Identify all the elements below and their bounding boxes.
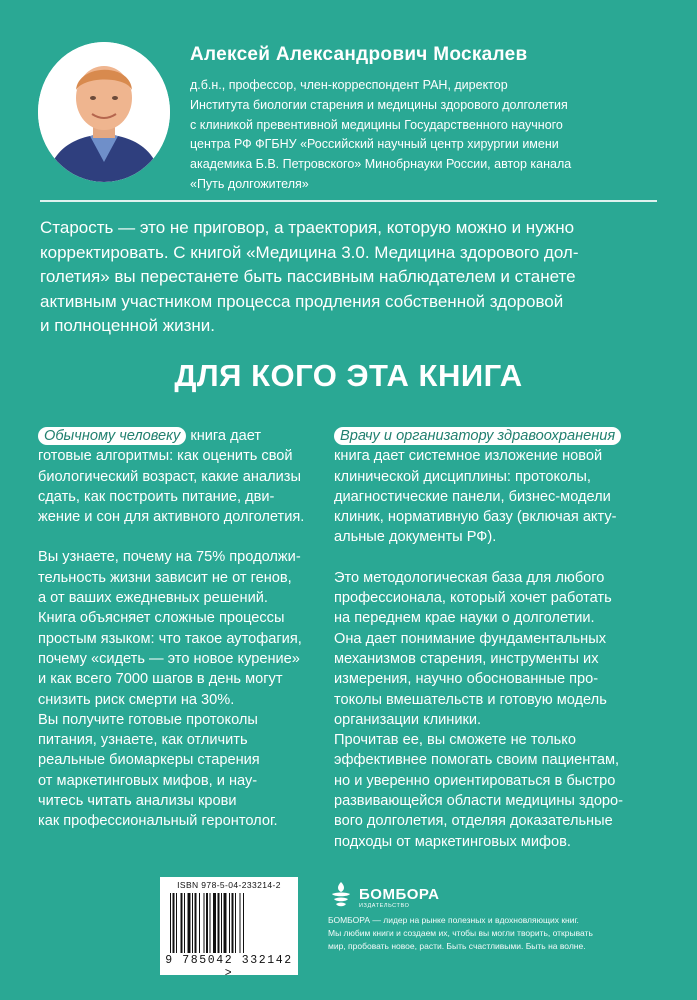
author-bio-line: академика Б.В. Петровского» Минобрнауки России, автор канала xyxy=(190,157,572,172)
author-photo xyxy=(38,42,170,182)
left-para2-line: реальные биомаркеры старения xyxy=(38,752,260,769)
left-para1-line: жение и сон для активного долголетия. xyxy=(38,509,305,526)
intro-text xyxy=(40,216,650,339)
left-para2-line: снизить риск смерти на 30%. xyxy=(38,691,235,708)
publisher-desc-line: мир, пробовать новое, расти. Быть счастливыми. Быть на волне. xyxy=(328,941,586,952)
right-para2-line: организации клиники. xyxy=(334,711,482,728)
right-para2-line: но и уверенно ориентироваться в быстро xyxy=(334,772,616,789)
intro-line: и полноценной жизни. xyxy=(40,316,215,336)
author-bio-line: с клиникой превентивной медицины Государственного научного xyxy=(190,117,563,132)
left-para2-line: питания, узнаете, как отличить xyxy=(38,732,248,749)
right-column xyxy=(334,426,634,852)
left-para1-line: готовые алгоритмы: как оценить свой xyxy=(38,448,293,465)
author-name: Алексей Александрович Москалев xyxy=(190,44,528,65)
author-bio-line: «Путь долгожителя» xyxy=(190,176,309,191)
publisher-desc-line: БОМБОРА — лидер на рынке полезных и вдохновляющих книг. xyxy=(328,915,579,925)
left-para2-line: читесь читать анализы крови xyxy=(38,793,237,810)
left-first-line xyxy=(38,426,313,446)
right-para1-line: клинической дисциплины: протоколы, xyxy=(334,468,591,485)
left-para2-line: а от ваших ежедневных решений. xyxy=(38,590,268,607)
publisher-description xyxy=(328,914,628,954)
intro-line: активным участником процесса продления собственной здоровой xyxy=(40,291,564,311)
left-para2-line: Вы получите готовые протоколы xyxy=(38,711,258,728)
barcode-bars xyxy=(168,893,290,953)
left-column xyxy=(38,426,313,832)
right-para1-line: книга дает системное изложение новой xyxy=(334,448,603,465)
publisher-logo-icon xyxy=(328,880,354,910)
author-bio xyxy=(190,76,640,195)
author-bio-line: д.б.н., профессор, член-корреспондент РАН, директор xyxy=(190,78,508,92)
author-bio-line: центра РФ ФГБНУ «Российский научный центр хирургии имени xyxy=(190,137,559,152)
intro-line: Старость — это не приговор, а траектория, которую можно и нужно xyxy=(40,218,575,237)
right-para2-line: Это методологическая база для любого xyxy=(334,569,605,586)
right-para2-line: Она дает понимание фундаментальных xyxy=(334,630,606,647)
right-para2-line: развивающейся области медицины здоро- xyxy=(334,793,624,810)
isbn-barcode xyxy=(160,877,298,980)
left-para2-line: и как всего 7000 шагов в день могут xyxy=(38,671,283,688)
right-para2-line: профессионала, который хочет работать xyxy=(334,590,612,607)
left-para1-line: биологический возраст, какие анализы xyxy=(38,468,301,485)
isbn-number: ISBN 978-5-04-233214-2 xyxy=(177,880,281,890)
publisher-desc-line: Мы любим книги и создаем их, чтобы вы могли творить, открывать xyxy=(328,928,593,939)
publisher-name: БОМБОРА xyxy=(359,886,440,903)
audience-tag-doctor: Врачу и организатору здравоохранения xyxy=(334,427,621,445)
right-para2-line: механизмов старения, инструменты их xyxy=(334,650,599,667)
left-first-line-text: книга дает xyxy=(190,428,262,444)
left-para2-line: от маркетинговых мифов, и нау- xyxy=(38,772,258,789)
intro-line: корректировать. С книгой «Медицина 3.0. Медицина здорового дол- xyxy=(40,242,579,262)
right-para2-line: подходы от маркетинговых мифов. xyxy=(334,833,571,850)
left-para2-line: простым языком: что такое аутофагия, xyxy=(38,630,302,647)
ean-number: 9 785042 332142 > xyxy=(165,954,293,980)
author-bio-line: Института биологии старения и медицины здорового долголетия xyxy=(190,97,568,112)
right-para1-line: клиник, нормативную базу (включая акту- xyxy=(334,509,617,526)
audience-tag-general: Обычному человеку xyxy=(38,427,186,445)
left-para2-line: Вы узнаете, почему на 75% продолжи- xyxy=(38,549,301,566)
right-para1-line: альные документы РФ). xyxy=(334,529,497,546)
left-para1-line: сдать, как построить питание, дви- xyxy=(38,488,275,505)
right-para2-line: измерения, научно обоснованные про- xyxy=(334,671,599,688)
section-heading: ДЛЯ КОГО ЭТА КНИГА xyxy=(174,358,523,393)
left-para2-line: почему «сидеть — это новое курение» xyxy=(38,650,300,667)
left-para2-line: как профессиональный геронтолог. xyxy=(38,813,278,830)
publisher-subtitle: ИЗДАТЕЛЬСТВО xyxy=(359,903,410,909)
right-para2-line: вого долголетия, отделяя доказательные xyxy=(334,813,613,830)
right-para2-line: эффективнее помогать своим пациентам, xyxy=(334,752,620,769)
left-para2-line: тельность жизни зависит не от генов, xyxy=(38,569,292,586)
intro-line: голетия» вы перестанете быть пассивным наблюдателем и станете xyxy=(40,267,576,287)
right-para1-line: диагностические панели, бизнес-модели xyxy=(334,488,611,505)
right-para2-line: Прочитав ее, вы сможете не только xyxy=(334,732,576,749)
right-para2-line: токолы вмешательств и готовую модель xyxy=(334,691,607,708)
right-first-line xyxy=(334,426,634,446)
left-para2-line: Книга объясняет сложные процессы xyxy=(38,610,285,627)
right-para2-line: на переднем крае науки о долголетии. xyxy=(334,610,595,627)
divider xyxy=(40,200,657,202)
